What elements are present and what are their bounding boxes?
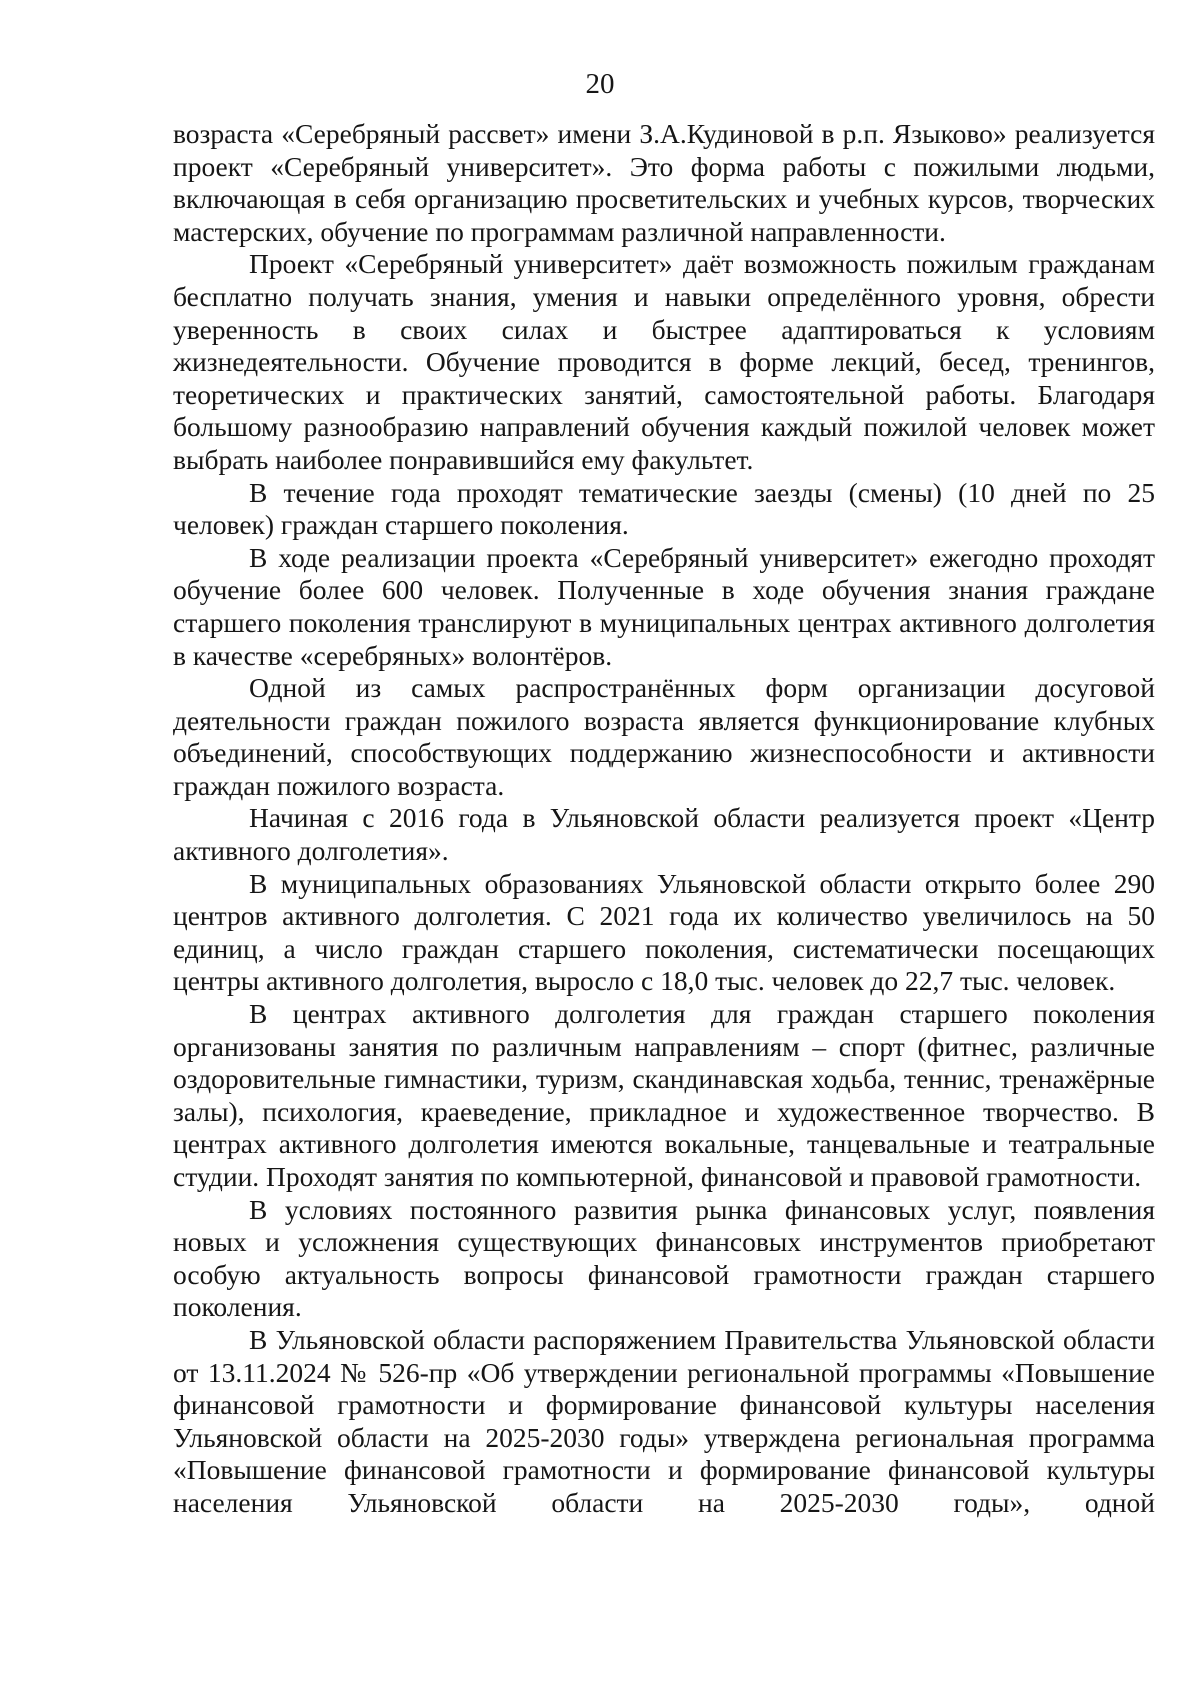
paragraph-5: Одной из самых распространённых форм организации досуговой деятельности граждан пожилого возраста является функционирование клубных объединений, способствующих поддержанию жизнеспособности и активности граждан пожилого возраста. <box>173 672 1155 801</box>
paragraph-1: возраста «Серебряный рассвет» имени З.А.Кудиновой в р.п. Языково» реализуется проект «Серебряный университет». Это форма работы с пожилыми людьми, включающая в себя организацию просветительских и учебных курсов, творческих мастерских, обучение по программам различной направленности. <box>173 118 1155 247</box>
paragraph-4: В ходе реализации проекта «Серебряный университет» ежегодно проходят обучение более 600 человек. Полученные в ходе обучения знания граждане старшего поколения транслируют в муниципальных центрах активного долголетия в качестве «серебряных» волонтёров. <box>173 541 1155 671</box>
paragraph-8: В центрах активного долголетия для граждан старшего поколения организованы занятия по различным направлениям – спорт (фитнес, различные оздоровительные гимнастики, туризм, скандинавская ходьба, теннис, тренажёрные залы), психология, краеведение, прикладное и художественное творчество. В центрах активного долголетия имеются вокальные, танцевальные и театральные студии. Проходят занятия по компьютерной, финансовой и правовой грамотности. <box>173 998 1155 1192</box>
paragraph-9: В условиях постоянного развития рынка финансовых услуг, появления новых и усложнения существующих финансовых инструментов приобретают особую актуальность вопросы финансовой грамотности граждан старшего поколения. <box>173 1193 1155 1323</box>
document-body <box>173 118 1155 1520</box>
paragraph-7: В муниципальных образованиях Ульяновской области открыто более 290 центров активного долголетия. С 2021 года их количество увеличилось на 50 единиц, а число граждан старшего поколения, систематически посещающих центры активного долголетия, выросло с 18,0 тыс. человек до 22,7 тыс. человек. <box>173 867 1155 997</box>
page-number: 20 <box>585 68 615 100</box>
paragraph-3: В течение года проходят тематические заезды (смены) (10 дней по 25 человек) граждан старшего поколения. <box>173 476 1155 541</box>
paragraph-2: Проект «Серебряный университет» даёт возможность пожилым гражданам бесплатно получать знания, умения и навыки определённого уровня, обрести уверенность в своих силах и быстрее адаптироваться к условиям жизнедеятельности. Обучение проводится в форме лекций, бесед, тренингов, теоретических и практических занятий, самостоятельной работы. Благодаря большому разнообразию направлений обучения каждый пожилой человек может выбрать наиболее понравившийся ему факультет. <box>173 248 1155 475</box>
paragraph-6: Начиная с 2016 года в Ульяновской области реализуется проект «Центр активного долголетия». <box>173 802 1155 867</box>
paragraph-10: В Ульяновской области распоряжением Правительства Ульяновской области от 13.11.2024 № 526-пр «Об утверждении региональной программы «Повышение финансовой грамотности и формирование финансовой культуры населения Ульяновской области на 2025-2030 годы» утверждена региональная программа «Повышение финансовой грамотности и формирование финансовой культуры населения Ульяновской области на 2025-2030 годы», одной <box>173 1323 1155 1518</box>
